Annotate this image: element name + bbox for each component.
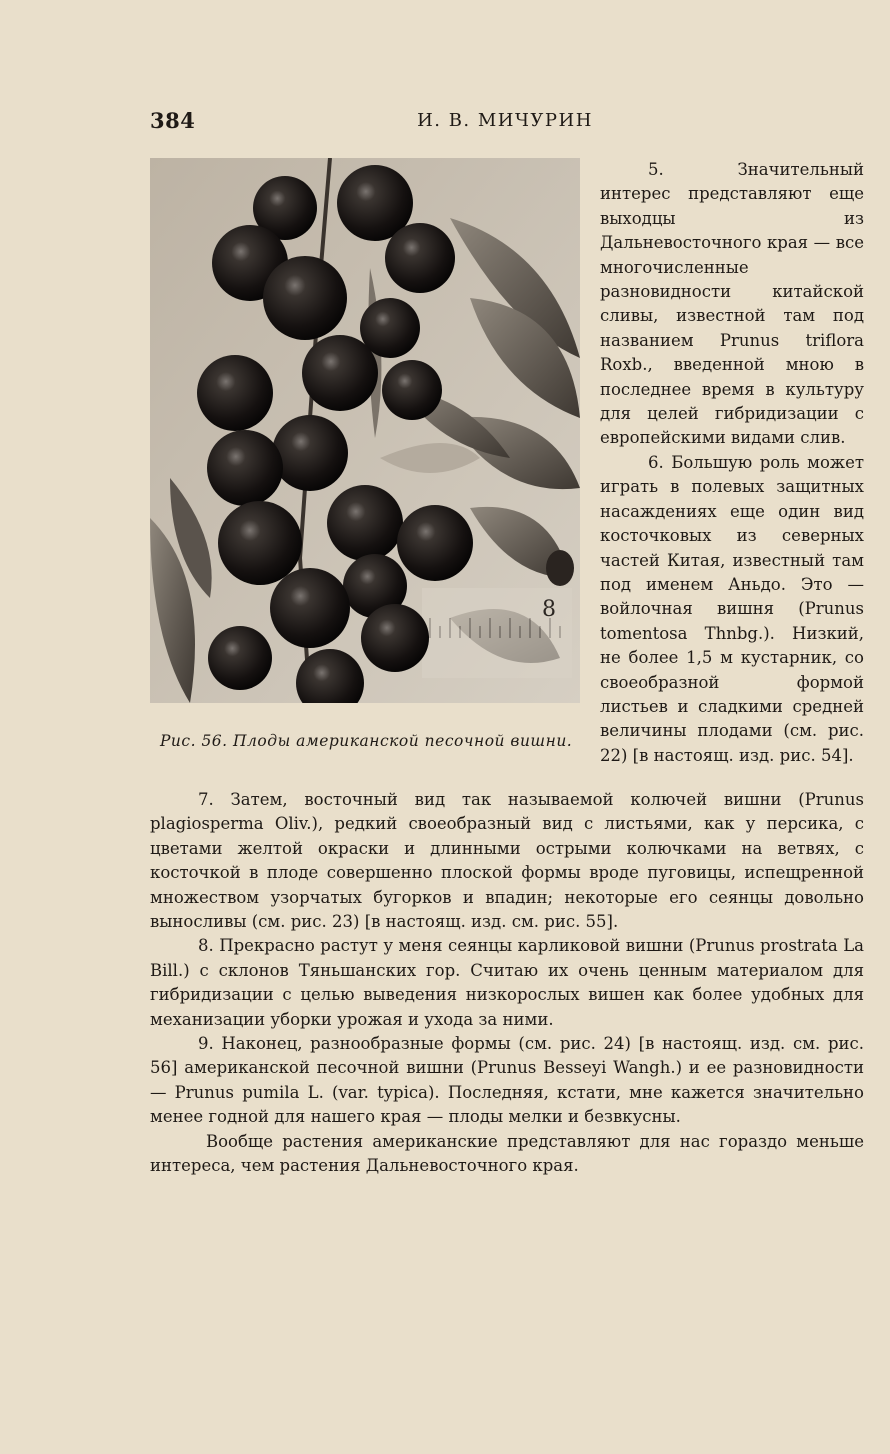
paragraph-9: 9. Наконец, разнообразные формы (см. рис. 24) [в настоящ. изд. см. рис. 56] американской песочной вишни (Prunus Besseyi Wangh.) и ее разновидности — Prunus pumila L. (var. typica). Последняя, кстати, мне кажется значительно менее годной для нашего края — плоды мелки и безвкусны. bbox=[150, 1034, 864, 1127]
full-width-text bbox=[150, 788, 864, 1179]
paragraph-6: 6. Большую роль может играть в полевых защитных насаждениях еще один вид косточковых из северных частей Китая, известный там под именем Аньдо. Это — войлочная вишня (Prunus tomentosa Thnbg.). Низкий, не более 1,5 м кустарник, со своеобразной формой листьев и сладкими средней величины плодами (см. рис. 22) [в настоящ. изд. рис. 54]. bbox=[600, 452, 864, 765]
paragraph-conclusion: Вообще растения американские представляют для нас гораздо меньше интереса, чем растения Дальневосточного края. bbox=[150, 1131, 864, 1176]
cherry-branch-photo-icon bbox=[150, 158, 580, 703]
page-number: 384 bbox=[150, 108, 196, 133]
side-column bbox=[600, 158, 864, 768]
figure-photo bbox=[150, 158, 580, 703]
figure-caption: Рис. 56. Плоды американской песочной вишни. bbox=[160, 732, 573, 750]
paragraph-5: 5. Значительный интерес представляют еще выходцы из Дальневосточного края — все многочисленные разновидности китайской сливы, известной там под названием Prunus triflora Roxb., введенной мною в последнее время в культуру для целей гибридизации с европейскими видами слив. bbox=[600, 160, 864, 448]
scale-digit: 8 bbox=[542, 597, 556, 622]
running-head: И. В. МИЧУРИН bbox=[417, 110, 593, 131]
paragraph-7: 7. Затем, восточный вид так называемой колючей вишни (Prunus plagiosperma Oliv.), редкий своеобразный вид с листьями, как у персика, с цветами желтой окраски и длинными острыми колючками на ветвях, с косточкой в плоде совершенно плоской формы вроде пуговицы, испещренной множеством узорчатых бугорков и впадин; некоторые его сеянцы довольно выносливы (см. рис. 23) [в настоящ. изд. см. рис. 55]. bbox=[150, 790, 864, 932]
paragraph-8: 8. Прекрасно растут у меня сеянцы карликовой вишни (Prunus prostrata La Bill.) с склонов Тяньшанских гор. Считаю их очень ценным материалом для гибридизации с целью выведения низкорослых вишен как более удобных для механизации уборки урожая и ухода за ними. bbox=[150, 936, 864, 1029]
